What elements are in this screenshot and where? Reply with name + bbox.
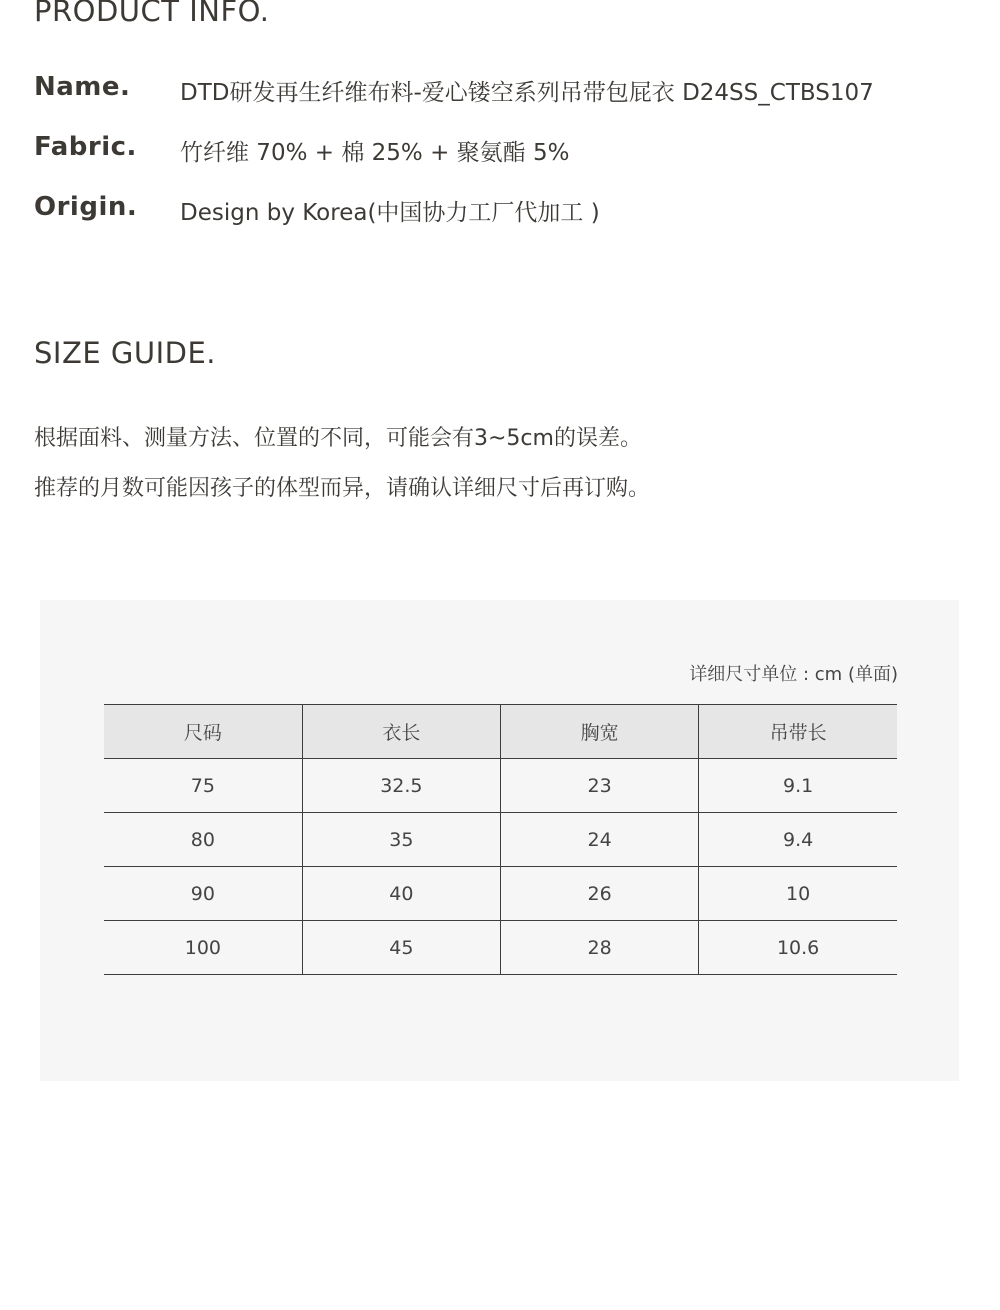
product-info-title: PRODUCT INFO. [34, 0, 270, 28]
cell-strap-length: 9.4 [699, 813, 897, 867]
info-value-name: DTD研发再生纤维布料-爱心镂空系列吊带包屁衣 D24SS_CTBS107 [180, 80, 874, 106]
cell-chest-width: 26 [501, 867, 699, 921]
size-guide-title: SIZE GUIDE. [34, 336, 216, 370]
info-row-name [34, 72, 974, 112]
size-note-error-margin: 根据面料、测量方法、位置的不同，可能会有3~5cm的误差。 [34, 426, 642, 451]
header-chest-width: 胸宽 [501, 705, 699, 759]
table-row [104, 867, 897, 921]
table-row [104, 759, 897, 813]
cell-strap-length: 10.6 [699, 921, 897, 975]
info-value-fabric: 竹纤维 70% + 棉 25% + 聚氨酯 5% [180, 140, 570, 166]
info-label-origin: Origin. [34, 192, 138, 222]
info-row-fabric [34, 132, 974, 172]
cell-strap-length: 10 [699, 867, 897, 921]
cell-length: 35 [302, 813, 500, 867]
cell-size: 100 [104, 921, 302, 975]
table-row [104, 921, 897, 975]
cell-size: 80 [104, 813, 302, 867]
cell-length: 32.5 [302, 759, 500, 813]
info-value-origin: Design by Korea(中国协力工厂代加工 ) [180, 200, 600, 226]
header-length: 衣长 [302, 705, 500, 759]
unit-note: 详细尺寸单位 : cm (单面) [689, 664, 898, 685]
cell-chest-width: 28 [501, 921, 699, 975]
size-table-panel [40, 600, 959, 1081]
header-strap-length: 吊带长 [699, 705, 897, 759]
info-label-name: Name. [34, 72, 131, 102]
cell-size: 75 [104, 759, 302, 813]
table-row [104, 813, 897, 867]
table-header-row [104, 705, 897, 759]
cell-chest-width: 24 [501, 813, 699, 867]
cell-chest-width: 23 [501, 759, 699, 813]
cell-length: 40 [302, 867, 500, 921]
info-row-origin [34, 192, 974, 232]
size-table [104, 704, 897, 975]
info-label-fabric: Fabric. [34, 132, 137, 162]
cell-length: 45 [302, 921, 500, 975]
cell-strap-length: 9.1 [699, 759, 897, 813]
size-note-age-recommendation: 推荐的月数可能因孩子的体型而异，请确认详细尺寸后再订购。 [34, 476, 651, 501]
header-size: 尺码 [104, 705, 302, 759]
cell-size: 90 [104, 867, 302, 921]
